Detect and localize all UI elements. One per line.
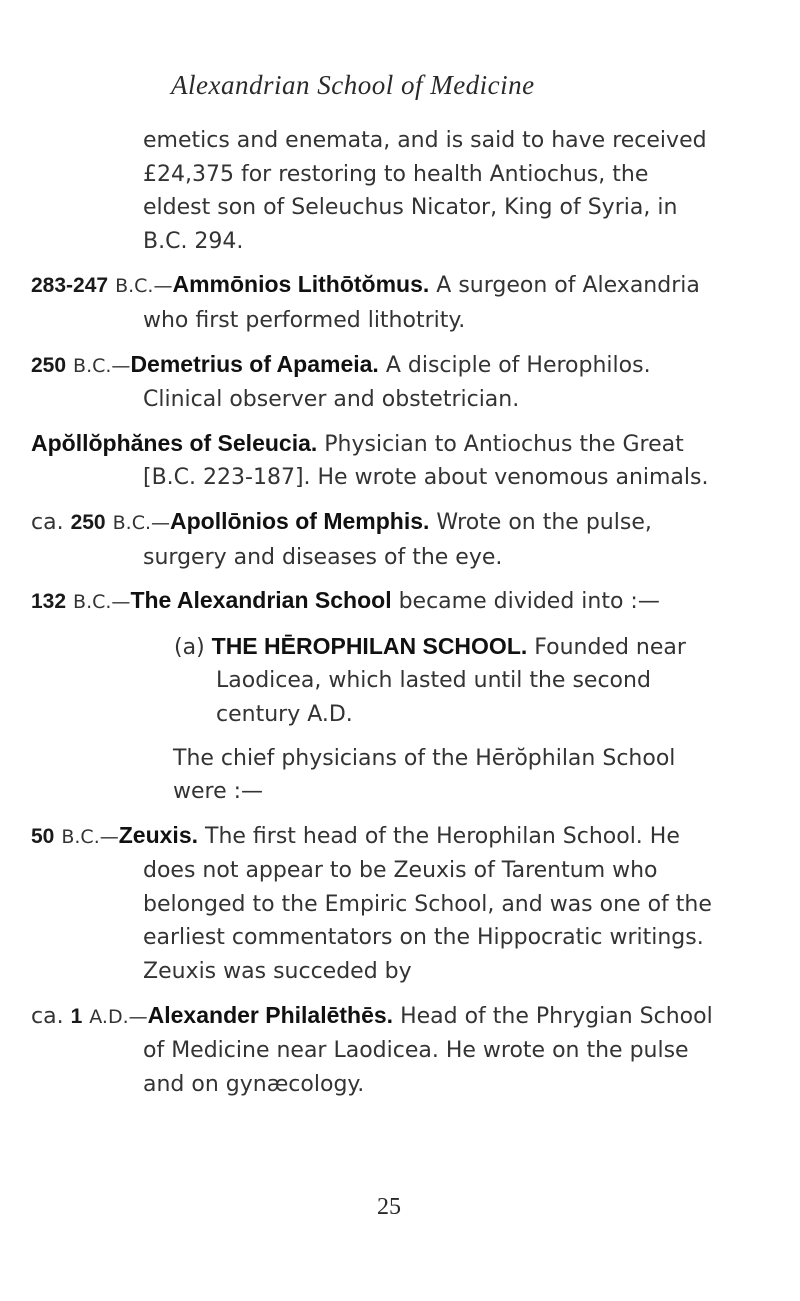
entry-apollonios: [0, 505, 713, 574]
entry-text: Head of the Phrygian School of Medicine near Laodicea. He wrote on the pulse and on gynæcology.: [143, 1003, 713, 1097]
entry-text: became divided into :—: [391, 589, 660, 615]
entry-era: B.C.—: [112, 511, 171, 534]
entry-name: THE HĒROPHILAN SCHOOL.: [211, 632, 528, 659]
entry-date: 250: [70, 510, 106, 534]
entry-prefix: ca.: [31, 509, 71, 535]
entry-alexandrian-school: [0, 584, 713, 620]
entry-name: Demetrius of Apameia.: [130, 350, 379, 377]
entry-prefix: ca.: [31, 1003, 71, 1029]
entry-era: B.C.—: [73, 354, 131, 377]
entry-name: Alexander Philalēthēs.: [147, 1001, 394, 1028]
entry-label: (a): [174, 634, 212, 660]
entry-date: 283-247: [31, 274, 109, 298]
page-body: [0, 124, 800, 1111]
entry-text: Founded near Laodicea, which lasted until the second century A.D.: [216, 634, 686, 727]
entry-chief-physicians: [0, 742, 713, 809]
entry-date: 1: [70, 1004, 83, 1028]
entry-text: A surgeon of Alexandria who first performed lithotrity.: [143, 273, 700, 333]
entry-name: Ammōnios Lithōtŏmus.: [172, 271, 430, 298]
entry-alexander-philalethes: [0, 999, 713, 1102]
page-number: 25: [377, 1194, 401, 1220]
entry-name: Apollōnios of Memphis.: [170, 507, 430, 534]
entry-herophilan-school: [0, 630, 713, 732]
entry-text: Wrote on the pulse, surgery and diseases of the eye.: [143, 509, 652, 570]
entry-era: B.C.—: [61, 825, 119, 848]
running-head: Alexandrian School of Medicine: [171, 70, 535, 100]
entry-apollophanes: [0, 427, 713, 495]
entry-date: 132: [31, 590, 67, 614]
entry-text: The chief physicians of the Hērŏphilan School were :—: [173, 745, 676, 805]
entry-name: Zeuxis.: [118, 821, 199, 848]
entry-era: B.C.—: [115, 275, 173, 298]
entry-demetrius: [0, 348, 713, 417]
entry-era: A.D.—: [89, 1005, 148, 1028]
entry-text: Physician to Antiochus the Great [B.C. 223-187]. He wrote about venomous animals.: [143, 431, 709, 491]
entry-text: A disciple of Herophilos. Clinical observer and obstetrician.: [143, 352, 651, 413]
entry-era: B.C.—: [73, 591, 131, 614]
entry-name: The Alexandrian School: [130, 587, 392, 614]
entry-text: emetics and enemata, and is said to have received £24,375 for restoring to health Antiochus, the eldest son of Seleuchus Nicator, King of Syria, in B.C. 294.: [143, 128, 707, 254]
entry-name: Apŏllŏphănes of Seleucia.: [31, 429, 318, 456]
entry-date: 50: [31, 824, 55, 848]
entry-ammonios: [0, 268, 713, 337]
entry-date: 250: [31, 353, 67, 377]
entry-text: The first head of the Herophilan School. He does not appear to be Zeuxis of Tarentum who belonged to the Empiric School, and was one of the earliest commentators on the Hippocratic writings. Zeuxis was succeded by: [143, 823, 712, 985]
entry-zeuxis: [0, 819, 713, 989]
paragraph-continuation: [0, 124, 713, 258]
